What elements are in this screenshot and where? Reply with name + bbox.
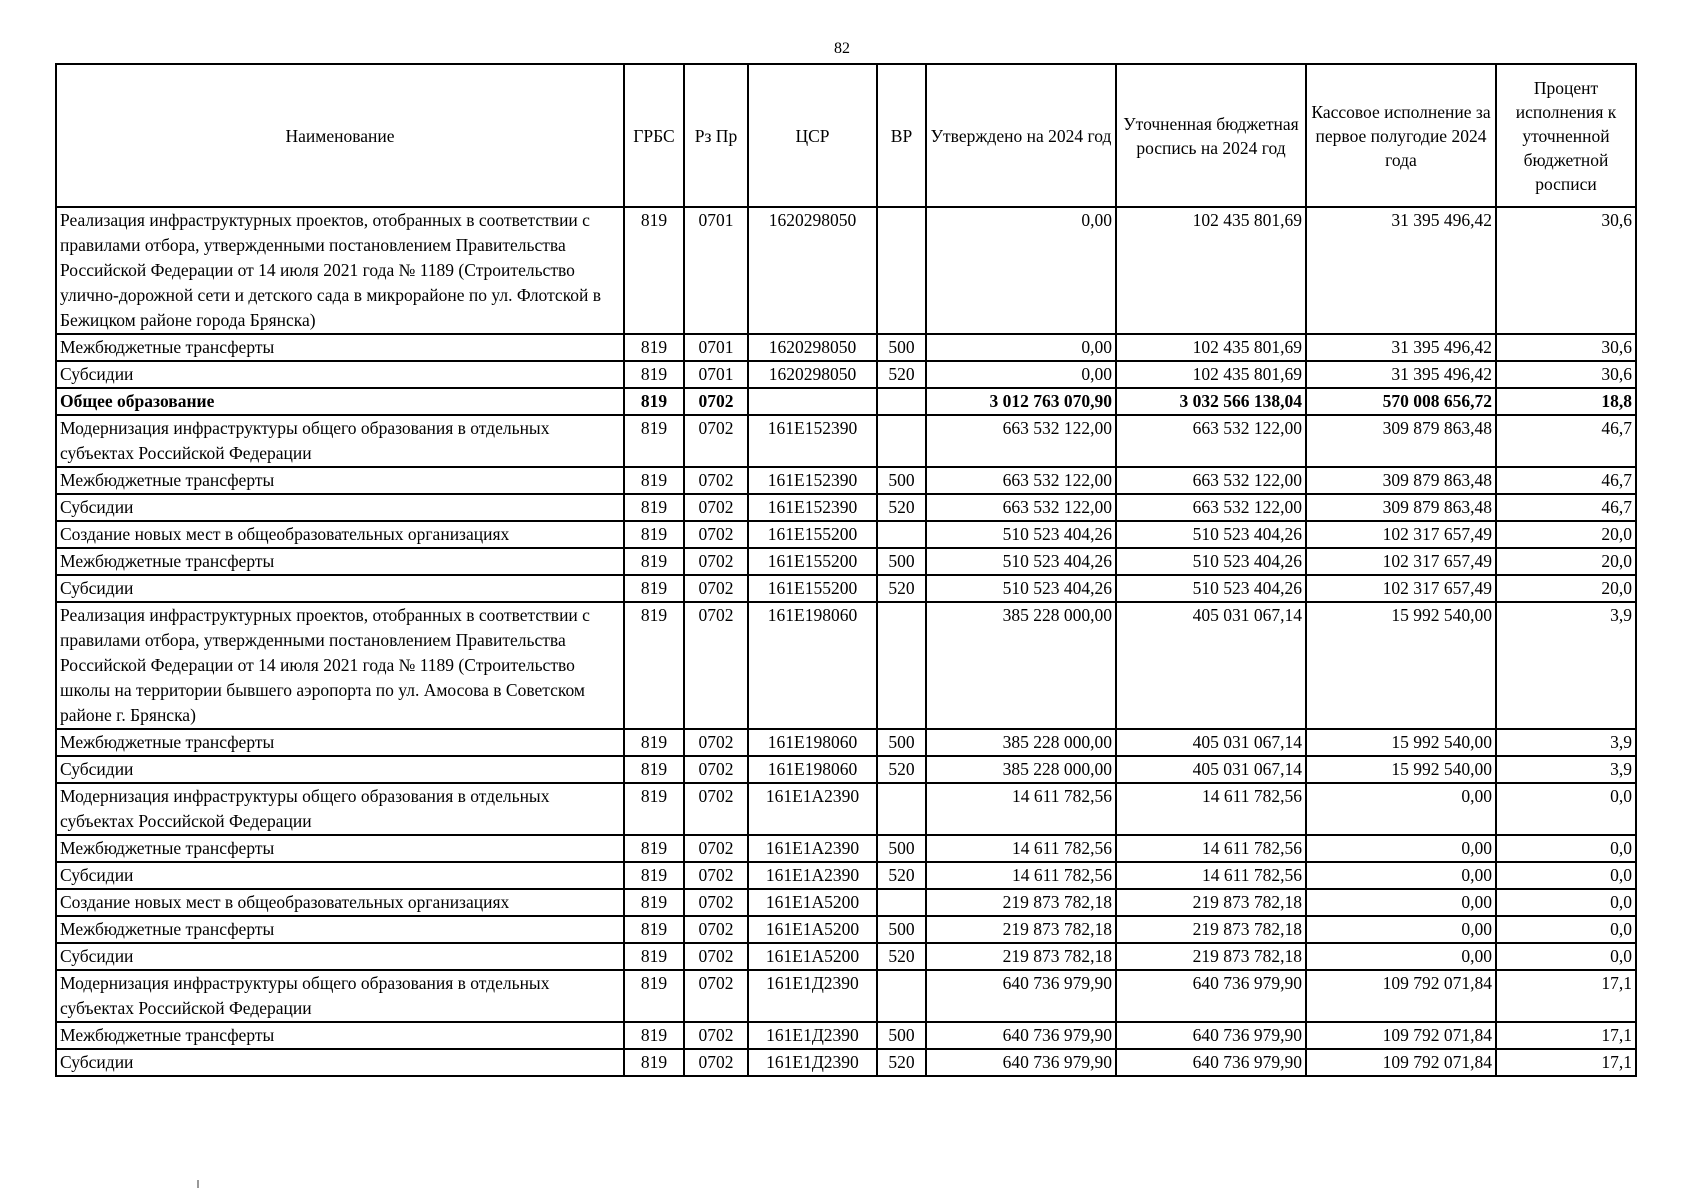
cell-rzpr: 0702 (684, 862, 748, 889)
cell-cash: 102 317 657,49 (1306, 548, 1496, 575)
cell-cash: 0,00 (1306, 835, 1496, 862)
table-row (56, 207, 1636, 334)
cell-refined: 663 532 122,00 (1116, 415, 1306, 467)
cell-csr: 161Е1А5200 (748, 916, 877, 943)
cell-rzpr: 0701 (684, 361, 748, 388)
cell-name: Общее образование (56, 388, 624, 415)
cell-csr: 1620298050 (748, 334, 877, 361)
header-row (56, 64, 1636, 207)
cell-percent: 0,0 (1496, 916, 1636, 943)
cell-rzpr: 0702 (684, 970, 748, 1022)
cell-cash: 0,00 (1306, 916, 1496, 943)
cell-refined: 640 736 979,90 (1116, 1022, 1306, 1049)
cell-percent: 46,7 (1496, 494, 1636, 521)
cell-approved: 640 736 979,90 (926, 970, 1116, 1022)
cell-csr (748, 388, 877, 415)
cell-cash: 31 395 496,42 (1306, 361, 1496, 388)
cell-csr: 161Е152390 (748, 467, 877, 494)
table-row (56, 783, 1636, 835)
cell-grbs: 819 (624, 729, 684, 756)
cell-refined: 405 031 067,14 (1116, 602, 1306, 729)
cell-name: Субсидии (56, 494, 624, 521)
cell-name: Субсидии (56, 862, 624, 889)
cell-csr: 161Е155200 (748, 548, 877, 575)
cell-csr: 161Е155200 (748, 521, 877, 548)
cell-cash: 0,00 (1306, 943, 1496, 970)
cell-vr: 520 (877, 575, 926, 602)
cell-refined: 102 435 801,69 (1116, 207, 1306, 334)
cell-grbs: 819 (624, 835, 684, 862)
cell-csr: 161Е155200 (748, 575, 877, 602)
cell-rzpr: 0702 (684, 1022, 748, 1049)
cell-refined: 640 736 979,90 (1116, 1049, 1306, 1076)
cell-vr: 520 (877, 494, 926, 521)
cell-approved: 0,00 (926, 334, 1116, 361)
table-row (56, 548, 1636, 575)
cell-approved: 640 736 979,90 (926, 1049, 1116, 1076)
cell-vr: 500 (877, 835, 926, 862)
cell-refined: 3 032 566 138,04 (1116, 388, 1306, 415)
cell-csr: 161Е198060 (748, 602, 877, 729)
cell-percent: 20,0 (1496, 575, 1636, 602)
cell-rzpr: 0702 (684, 943, 748, 970)
cell-name: Межбюджетные трансферты (56, 548, 624, 575)
header-refined: Уточненная бюджетная роспись на 2024 год (1116, 64, 1306, 207)
table-row (56, 521, 1636, 548)
cell-percent: 17,1 (1496, 1022, 1636, 1049)
cell-vr: 500 (877, 729, 926, 756)
cell-percent: 3,9 (1496, 729, 1636, 756)
cell-approved: 219 873 782,18 (926, 889, 1116, 916)
cell-approved: 663 532 122,00 (926, 415, 1116, 467)
cell-rzpr: 0701 (684, 334, 748, 361)
cell-name: Межбюджетные трансферты (56, 467, 624, 494)
cell-cash: 570 008 656,72 (1306, 388, 1496, 415)
table-row (56, 415, 1636, 467)
cell-refined: 405 031 067,14 (1116, 756, 1306, 783)
cell-csr: 161Е1А5200 (748, 943, 877, 970)
cell-grbs: 819 (624, 970, 684, 1022)
cell-vr: 520 (877, 756, 926, 783)
cell-cash: 109 792 071,84 (1306, 1022, 1496, 1049)
cell-approved: 0,00 (926, 361, 1116, 388)
cell-csr: 161Е1Д2390 (748, 970, 877, 1022)
cell-approved: 663 532 122,00 (926, 494, 1116, 521)
cell-grbs: 819 (624, 361, 684, 388)
cell-grbs: 819 (624, 415, 684, 467)
header-percent: Процент исполнения к уточненной бюджетной росписи (1496, 64, 1636, 207)
cell-rzpr: 0702 (684, 916, 748, 943)
cell-name: Субсидии (56, 756, 624, 783)
header-rzpr: Рз Пр (684, 64, 748, 207)
cell-csr: 1620298050 (748, 207, 877, 334)
cell-name: Субсидии (56, 361, 624, 388)
cell-csr: 161Е152390 (748, 415, 877, 467)
cell-name: Межбюджетные трансферты (56, 1022, 624, 1049)
header-csr: ЦСР (748, 64, 877, 207)
cell-grbs: 819 (624, 334, 684, 361)
cell-grbs: 819 (624, 889, 684, 916)
cell-refined: 405 031 067,14 (1116, 729, 1306, 756)
cell-name: Модернизация инфраструктуры общего образования в отдельных субъектах Российской Федерации (56, 415, 624, 467)
cell-cash: 15 992 540,00 (1306, 729, 1496, 756)
cell-name: Межбюджетные трансферты (56, 835, 624, 862)
cell-refined: 102 435 801,69 (1116, 334, 1306, 361)
cell-grbs: 819 (624, 388, 684, 415)
cell-refined: 219 873 782,18 (1116, 889, 1306, 916)
cell-approved: 385 228 000,00 (926, 756, 1116, 783)
cell-vr: 520 (877, 361, 926, 388)
cell-name: Субсидии (56, 943, 624, 970)
cell-cash: 0,00 (1306, 783, 1496, 835)
cell-name: Реализация инфраструктурных проектов, отобранных в соответствии с правилами отбора, утвержденными постановлением Правительства Российской Федерации от 14 июля 2021 года № 1189 (Строительство школы на территории бывшего аэропорта по ул. Амосова в Советском районе г. Брянска) (56, 602, 624, 729)
cell-cash: 309 879 863,48 (1306, 415, 1496, 467)
cell-grbs: 819 (624, 602, 684, 729)
table-row (56, 970, 1636, 1022)
table-row (56, 602, 1636, 729)
cell-refined: 663 532 122,00 (1116, 494, 1306, 521)
cell-rzpr: 0702 (684, 521, 748, 548)
cell-rzpr: 0702 (684, 388, 748, 415)
cell-rzpr: 0702 (684, 756, 748, 783)
cell-csr: 161Е1Д2390 (748, 1049, 877, 1076)
table-row (56, 494, 1636, 521)
cell-rzpr: 0702 (684, 889, 748, 916)
cell-grbs: 819 (624, 467, 684, 494)
cell-csr: 161Е1Д2390 (748, 1022, 877, 1049)
table-row (56, 575, 1636, 602)
cell-cash: 15 992 540,00 (1306, 602, 1496, 729)
cell-cash: 15 992 540,00 (1306, 756, 1496, 783)
cell-rzpr: 0702 (684, 1049, 748, 1076)
cell-vr (877, 602, 926, 729)
cell-name: Субсидии (56, 1049, 624, 1076)
cell-refined: 640 736 979,90 (1116, 970, 1306, 1022)
cell-csr: 161Е198060 (748, 756, 877, 783)
cell-refined: 663 532 122,00 (1116, 467, 1306, 494)
cell-grbs: 819 (624, 548, 684, 575)
cell-vr (877, 388, 926, 415)
cell-vr (877, 521, 926, 548)
table-row (56, 916, 1636, 943)
cell-vr (877, 415, 926, 467)
header-grbs: ГРБС (624, 64, 684, 207)
table-row (56, 889, 1636, 916)
scan-mark (197, 1180, 199, 1188)
cell-approved: 385 228 000,00 (926, 729, 1116, 756)
cell-vr: 520 (877, 1049, 926, 1076)
cell-rzpr: 0702 (684, 494, 748, 521)
cell-approved: 219 873 782,18 (926, 916, 1116, 943)
cell-grbs: 819 (624, 943, 684, 970)
cell-vr (877, 783, 926, 835)
cell-percent: 0,0 (1496, 862, 1636, 889)
table-row (56, 943, 1636, 970)
cell-grbs: 819 (624, 207, 684, 334)
table-row (56, 756, 1636, 783)
cell-name: Межбюджетные трансферты (56, 916, 624, 943)
cell-name: Модернизация инфраструктуры общего образования в отдельных субъектах Российской Федерации (56, 970, 624, 1022)
cell-approved: 510 523 404,26 (926, 521, 1116, 548)
header-approved: Утверждено на 2024 год (926, 64, 1116, 207)
cell-rzpr: 0702 (684, 729, 748, 756)
cell-rzpr: 0702 (684, 835, 748, 862)
cell-approved: 510 523 404,26 (926, 548, 1116, 575)
cell-vr: 500 (877, 1022, 926, 1049)
cell-name: Субсидии (56, 575, 624, 602)
cell-refined: 219 873 782,18 (1116, 916, 1306, 943)
cell-percent: 30,6 (1496, 207, 1636, 334)
cell-approved: 385 228 000,00 (926, 602, 1116, 729)
cell-cash: 109 792 071,84 (1306, 970, 1496, 1022)
cell-approved: 219 873 782,18 (926, 943, 1116, 970)
cell-grbs: 819 (624, 862, 684, 889)
header-name: Наименование (56, 64, 624, 207)
budget-table (55, 63, 1637, 1077)
table-row (56, 361, 1636, 388)
cell-csr: 1620298050 (748, 361, 877, 388)
cell-percent: 46,7 (1496, 467, 1636, 494)
cell-cash: 109 792 071,84 (1306, 1049, 1496, 1076)
table-row (56, 467, 1636, 494)
cell-approved: 14 611 782,56 (926, 783, 1116, 835)
cell-grbs: 819 (624, 494, 684, 521)
header-vr: ВР (877, 64, 926, 207)
cell-refined: 510 523 404,26 (1116, 548, 1306, 575)
cell-approved: 510 523 404,26 (926, 575, 1116, 602)
cell-percent: 18,8 (1496, 388, 1636, 415)
cell-csr: 161Е1А5200 (748, 889, 877, 916)
cell-cash: 102 317 657,49 (1306, 521, 1496, 548)
cell-csr: 161Е1А2390 (748, 835, 877, 862)
cell-refined: 102 435 801,69 (1116, 361, 1306, 388)
table-header (56, 64, 1636, 207)
cell-name: Создание новых мест в общеобразовательных организациях (56, 889, 624, 916)
table-row (56, 1022, 1636, 1049)
cell-percent: 46,7 (1496, 415, 1636, 467)
cell-approved: 640 736 979,90 (926, 1022, 1116, 1049)
cell-vr: 500 (877, 916, 926, 943)
cell-approved: 0,00 (926, 207, 1116, 334)
cell-name: Модернизация инфраструктуры общего образования в отдельных субъектах Российской Федерации (56, 783, 624, 835)
cell-name: Реализация инфраструктурных проектов, отобранных в соответствии с правилами отбора, утвержденными постановлением Правительства Российской Федерации от 14 июля 2021 года № 1189 (Строительство улично-дорожной сети и детского сада в микрорайоне по ул. Флотской в Бежицком районе города Брянска) (56, 207, 624, 334)
table-row (56, 334, 1636, 361)
cell-percent: 17,1 (1496, 970, 1636, 1022)
cell-approved: 14 611 782,56 (926, 862, 1116, 889)
cell-percent: 17,1 (1496, 1049, 1636, 1076)
cell-rzpr: 0702 (684, 602, 748, 729)
table-body (56, 207, 1636, 1076)
cell-name: Межбюджетные трансферты (56, 334, 624, 361)
cell-cash: 309 879 863,48 (1306, 494, 1496, 521)
table-row (56, 729, 1636, 756)
cell-percent: 30,6 (1496, 361, 1636, 388)
cell-vr (877, 207, 926, 334)
cell-vr (877, 889, 926, 916)
cell-rzpr: 0702 (684, 415, 748, 467)
cell-refined: 510 523 404,26 (1116, 521, 1306, 548)
cell-refined: 14 611 782,56 (1116, 862, 1306, 889)
cell-grbs: 819 (624, 783, 684, 835)
cell-approved: 3 012 763 070,90 (926, 388, 1116, 415)
cell-cash: 0,00 (1306, 889, 1496, 916)
cell-percent: 0,0 (1496, 835, 1636, 862)
cell-csr: 161Е152390 (748, 494, 877, 521)
table-row (56, 835, 1636, 862)
cell-rzpr: 0702 (684, 575, 748, 602)
table-row (56, 1049, 1636, 1076)
cell-vr: 500 (877, 548, 926, 575)
cell-percent: 3,9 (1496, 756, 1636, 783)
cell-vr: 520 (877, 943, 926, 970)
cell-csr: 161Е1А2390 (748, 862, 877, 889)
cell-rzpr: 0701 (684, 207, 748, 334)
page-number: 82 (834, 40, 850, 57)
cell-percent: 0,0 (1496, 783, 1636, 835)
cell-vr (877, 970, 926, 1022)
cell-vr: 520 (877, 862, 926, 889)
cell-name: Межбюджетные трансферты (56, 729, 624, 756)
cell-cash: 31 395 496,42 (1306, 334, 1496, 361)
table-row (56, 862, 1636, 889)
cell-vr: 500 (877, 334, 926, 361)
cell-approved: 14 611 782,56 (926, 835, 1116, 862)
cell-vr: 500 (877, 467, 926, 494)
cell-refined: 14 611 782,56 (1116, 783, 1306, 835)
cell-csr: 161Е198060 (748, 729, 877, 756)
cell-grbs: 819 (624, 756, 684, 783)
cell-grbs: 819 (624, 1022, 684, 1049)
table-row (56, 388, 1636, 415)
cell-percent: 0,0 (1496, 889, 1636, 916)
cell-rzpr: 0702 (684, 783, 748, 835)
cell-csr: 161Е1А2390 (748, 783, 877, 835)
cell-refined: 510 523 404,26 (1116, 575, 1306, 602)
cell-grbs: 819 (624, 575, 684, 602)
cell-cash: 31 395 496,42 (1306, 207, 1496, 334)
cell-cash: 309 879 863,48 (1306, 467, 1496, 494)
cell-cash: 0,00 (1306, 862, 1496, 889)
cell-approved: 663 532 122,00 (926, 467, 1116, 494)
cell-grbs: 819 (624, 1049, 684, 1076)
cell-cash: 102 317 657,49 (1306, 575, 1496, 602)
cell-refined: 219 873 782,18 (1116, 943, 1306, 970)
cell-refined: 14 611 782,56 (1116, 835, 1306, 862)
cell-name: Создание новых мест в общеобразовательных организациях (56, 521, 624, 548)
header-cash: Кассовое исполнение за первое полугодие 2024 года (1306, 64, 1496, 207)
cell-rzpr: 0702 (684, 467, 748, 494)
cell-percent: 0,0 (1496, 943, 1636, 970)
cell-percent: 20,0 (1496, 521, 1636, 548)
cell-rzpr: 0702 (684, 548, 748, 575)
cell-grbs: 819 (624, 521, 684, 548)
cell-percent: 20,0 (1496, 548, 1636, 575)
cell-percent: 3,9 (1496, 602, 1636, 729)
cell-grbs: 819 (624, 916, 684, 943)
cell-percent: 30,6 (1496, 334, 1636, 361)
